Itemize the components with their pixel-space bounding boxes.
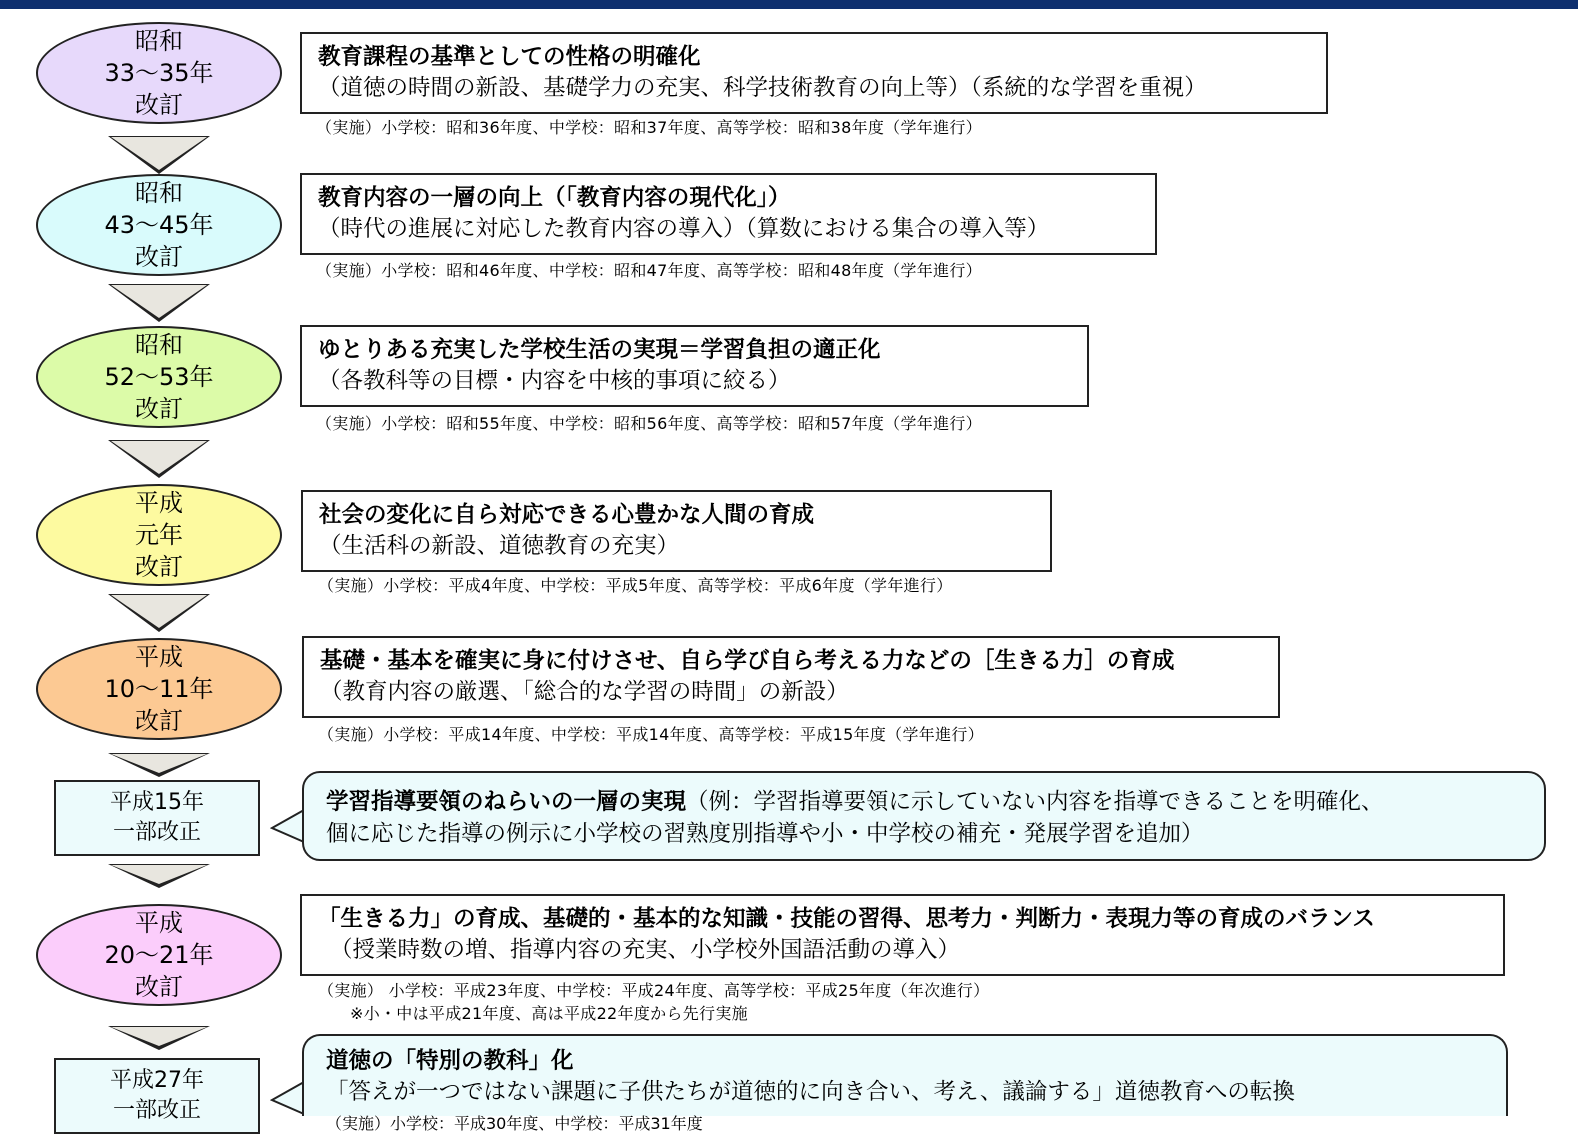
era: 昭和 — [135, 27, 183, 55]
revision-content-box-h10 — [302, 636, 1280, 718]
revision-content-box-h20 — [300, 894, 1505, 976]
revision-title: 「生きる力」の育成、基礎的・基本的な知識・技能の習得、思考力・判断力・表現力等の育成のバランス — [318, 906, 1375, 932]
revision-title: 学習指導要領のねらいの一層の実現 — [326, 789, 687, 815]
revision-detail: （各教科等の目標・内容を中核的事項に絞る） — [318, 368, 791, 394]
implementation-note: （実施）小学校：平成30年度、中学校：平成31年度 — [326, 1114, 703, 1133]
revision-title: 教育課程の基準としての性格の明確化 — [318, 44, 701, 70]
revision-content-box-s33 — [300, 32, 1328, 114]
era: 平成 — [135, 489, 183, 517]
kind: 改訂 — [135, 91, 183, 119]
revision-detail: （道徳の時間の新設、基礎学力の充実、科学技術教育の向上等）（系統的な学習を重視） — [318, 75, 1207, 101]
year: 平成27年 — [110, 1068, 204, 1093]
years: 10～11年 — [104, 675, 214, 703]
flow-arrow-down — [108, 284, 210, 322]
revision-detail: 「答えが一つではない課題に子供たちが道徳的に向き合い、考え、議論する」道徳教育への転換 — [326, 1079, 1295, 1105]
implementation-note: （実施）小学校：昭和46年度、中学校：昭和47年度、高等学校：昭和48年度（学年進行） — [316, 261, 982, 280]
partial-revision-label-h27 — [54, 1058, 260, 1134]
revision-title: 社会の変化に自ら対応できる心豊かな人間の育成 — [319, 502, 815, 528]
kind: 改訂 — [135, 553, 183, 581]
flow-arrow-down — [108, 440, 210, 478]
revision-content-box-h1 — [301, 490, 1052, 572]
revision-content-box-s52 — [300, 325, 1089, 407]
era: 昭和 — [135, 179, 183, 207]
flow-arrow-down — [108, 136, 210, 174]
revision-label-s33 — [36, 22, 282, 124]
revision-title: 道徳の「特別の教科」化 — [326, 1048, 574, 1074]
implementation-note-2: ※小・中は平成21年度、高は平成22年度から先行実施 — [350, 1004, 748, 1023]
years: 20～21年 — [104, 941, 214, 969]
flow-arrow-down — [108, 753, 210, 777]
era: 平成 — [135, 643, 183, 671]
partial-revision-label-h15 — [54, 780, 260, 856]
era: 平成 — [135, 909, 183, 937]
implementation-note: （実施） 小学校：平成23年度、中学校：平成24年度、高等学校：平成25年度（年次進行） — [318, 981, 990, 1000]
partial-revision-callout-h15 — [302, 771, 1546, 861]
revision-detail: （例：学習指導要領に示していない内容を指導できることを明確化、 — [686, 789, 1384, 815]
implementation-note: （実施）小学校：昭和55年度、中学校：昭和56年度、高等学校：昭和57年度（学年進行） — [316, 414, 982, 433]
flow-arrow-down — [108, 864, 210, 888]
partial-revision-callout-h27 — [302, 1034, 1508, 1133]
revision-title: ゆとりある充実した学校生活の実現＝学習負担の適正化 — [318, 337, 881, 363]
kind: 改訂 — [135, 395, 183, 423]
years: 33～35年 — [104, 59, 214, 87]
revision-detail: （時代の進展に対応した教育内容の導入）（算数における集合の導入等） — [318, 216, 1050, 242]
era: 昭和 — [135, 331, 183, 359]
top-header-bar — [0, 0, 1578, 9]
implementation-note: （実施）小学校：昭和36年度、中学校：昭和37年度、高等学校：昭和38年度（学年進行） — [316, 118, 982, 137]
revision-detail: （生活科の新設、道徳教育の充実） — [319, 533, 680, 559]
implementation-note: （実施）小学校：平成4年度、中学校：平成5年度、高等学校：平成6年度（学年進行） — [318, 576, 953, 595]
years: 52～53年 — [104, 363, 214, 391]
implementation-note: （実施）小学校：平成14年度、中学校：平成14年度、高等学校：平成15年度（学年進行） — [318, 725, 984, 744]
flow-arrow-down — [108, 1026, 210, 1050]
years: 43～45年 — [104, 211, 214, 239]
revision-title: 基礎・基本を確実に身に付けさせ、自ら学び自ら考える力などの［生きる力］の育成 — [320, 648, 1175, 674]
kind: 一部改正 — [112, 1098, 201, 1123]
revision-title: 教育内容の一層の向上（「教育内容の現代化」） — [318, 185, 791, 211]
flow-arrow-down — [108, 594, 210, 632]
revision-detail: （教育内容の厳選、「総合的な学習の時間」の新設） — [320, 679, 849, 705]
revision-label-h20 — [36, 904, 282, 1006]
revision-content-box-s43 — [300, 173, 1157, 255]
kind: 改訂 — [135, 243, 183, 271]
kind: 一部改正 — [112, 820, 201, 845]
year: 平成15年 — [110, 790, 204, 815]
revision-detail: （授業時数の増、指導内容の充実、小学校外国語活動の導入） — [330, 937, 961, 963]
revision-label-s43 — [36, 174, 282, 276]
revision-label-h1 — [36, 484, 282, 586]
revision-label-s52 — [36, 326, 282, 428]
revision-label-h10 — [36, 638, 282, 740]
years: 元年 — [135, 521, 183, 549]
kind: 改訂 — [135, 973, 183, 1001]
revision-detail-line2: 個に応じた指導の例示に小学校の習熟度別指導や小・中学校の補充・発展学習を追加） — [326, 821, 1204, 847]
kind: 改訂 — [135, 707, 183, 735]
